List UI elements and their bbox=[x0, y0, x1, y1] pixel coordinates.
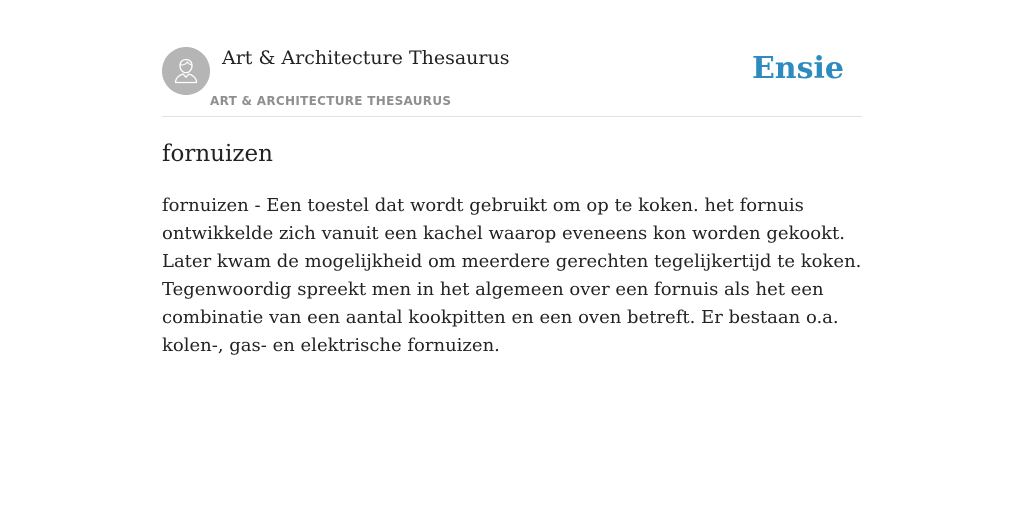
ensie-logo[interactable]: Ensie bbox=[751, 51, 844, 86]
page-container bbox=[162, 0, 862, 356]
user-silhouette-icon bbox=[162, 47, 210, 95]
source-header bbox=[162, 0, 862, 117]
source-title[interactable]: Art & Architecture Thesaurus bbox=[222, 47, 510, 69]
source-subtitle: ART & ARCHITECTURE THESAURUS bbox=[210, 94, 452, 108]
term-definition: fornuizen - Een toestel dat wordt gebruikt om op te koken. het fornuis ontwikkelde zich vanuit een kachel waarop eveneens kon worden gekookt. Later kwam de mogelijkheid om meerdere gerechten tegelijkertijd te koken. Tegenwoordig spreekt men in het algemeen over een fornuis als het een combinatie van een aantal kookpitten en een oven betreft. Er bestaan o.a. kolen-, gas- en elektrische fornuizen. bbox=[162, 195, 862, 356]
source-avatar[interactable] bbox=[162, 47, 210, 95]
term-title: fornuizen bbox=[162, 141, 273, 167]
